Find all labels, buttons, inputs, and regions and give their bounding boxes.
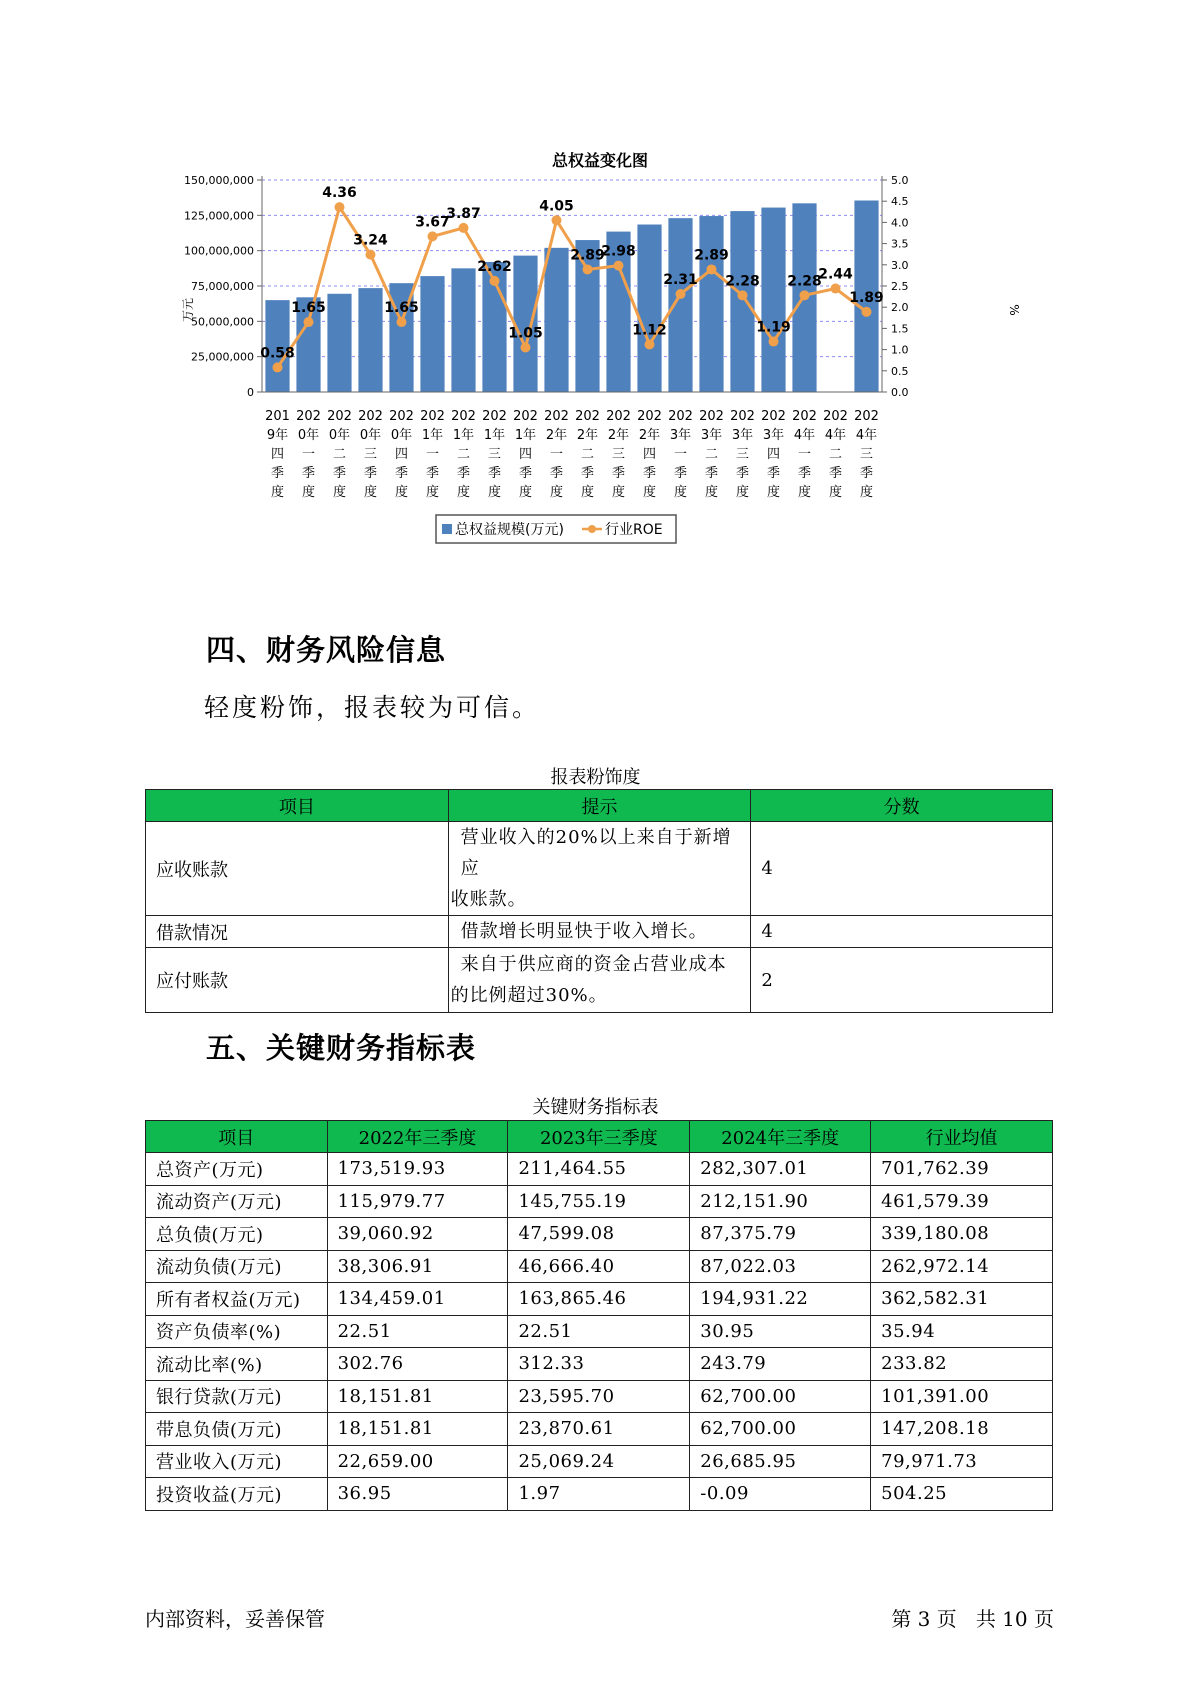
legend-line-marker [588, 525, 596, 533]
x-tick-label: 季 [363, 466, 378, 481]
x-tick-label: 三 [735, 447, 750, 462]
kpi-industry-avg: 101,391.00 [871, 1380, 1053, 1413]
y-left-tick-label: 100,000,000 [184, 244, 254, 258]
kpi-2023q3: 25,069.24 [508, 1445, 690, 1478]
x-tick-label: 3年 [731, 428, 754, 443]
kpi-table-header [146, 1121, 1053, 1153]
x-tick-label: 1年 [421, 428, 444, 443]
kpi-2023q3: 46,666.40 [508, 1250, 690, 1283]
y-left-tick-label: 75,000,000 [191, 280, 254, 293]
roe-data-label: 3.24 [353, 232, 388, 249]
hint-line: 的比例超过30%。 [450, 985, 608, 1006]
y-right-tick-label: 0.5 [891, 364, 909, 378]
x-tick-label: 202 [730, 409, 755, 424]
kpi-item: 总负债(万元) [146, 1218, 328, 1251]
hint-line: 来自于供应商的资金占营业成本 [460, 954, 727, 975]
table-row [146, 1348, 1053, 1381]
roe-point [459, 223, 469, 233]
roe-point [614, 261, 624, 271]
risk-table-caption: 报表粉饰度 [550, 767, 641, 788]
kpi-2024q3: 26,685.95 [690, 1445, 871, 1478]
table-row [146, 1185, 1053, 1218]
x-tick-label: 3年 [700, 428, 723, 443]
x-tick-label: 度 [859, 485, 874, 500]
kpi-2024q3: 243.79 [690, 1348, 871, 1381]
table-row [146, 1153, 1053, 1186]
roe-point [397, 317, 407, 327]
equity-bar [544, 248, 568, 392]
kpi-2023q3: 1.97 [508, 1478, 690, 1511]
header-hint: 提示 [448, 790, 751, 822]
x-tick-label: 四 [642, 447, 657, 462]
roe-data-label: 2.28 [725, 273, 760, 290]
x-tick-label: 度 [704, 485, 719, 500]
x-tick-label: 四 [394, 447, 409, 462]
x-tick-label: 季 [735, 466, 750, 481]
kpi-2024q3: 194,931.22 [690, 1283, 871, 1316]
y-right-tick-label: 0.0 [891, 386, 909, 399]
x-tick-label: 4年 [793, 428, 816, 443]
kpi-2024q3: 62,700.00 [690, 1413, 871, 1446]
hint-line: 借款增长明显快于收入增长。 [460, 921, 708, 942]
kpi-2023q3: 312.33 [508, 1348, 690, 1381]
kpi-item: 资产负债率(%) [146, 1315, 328, 1348]
x-tick-label: 202 [792, 409, 817, 424]
x-tick-label: 季 [797, 466, 812, 481]
kpi-2023q3: 211,464.55 [508, 1153, 690, 1186]
roe-data-label: 1.12 [632, 322, 667, 339]
kpi-item: 营业收入(万元) [146, 1445, 328, 1478]
x-tick-label: 度 [673, 485, 688, 500]
roe-data-label: 0.58 [260, 345, 295, 362]
kpi-2023q3: 163,865.46 [508, 1283, 690, 1316]
x-tick-label: 一 [301, 447, 316, 462]
header-2024q3: 2024年三季度 [690, 1121, 871, 1153]
y-right-tick-label: 1.0 [891, 343, 909, 357]
equity-bar [358, 288, 382, 392]
y-right-tick-label: 5.0 [891, 174, 909, 187]
x-tick-label: 202 [451, 409, 476, 424]
kpi-industry-avg: 339,180.08 [871, 1218, 1053, 1251]
roe-data-label: 2.44 [818, 266, 853, 283]
equity-bar [420, 276, 444, 392]
risk-hint [448, 822, 751, 916]
kpi-item: 投资收益(万元) [146, 1478, 328, 1511]
x-tick-label: 202 [513, 409, 538, 424]
roe-point [645, 340, 655, 350]
risk-table [145, 789, 1053, 1013]
risk-table-header [146, 790, 1053, 822]
x-tick-label: 三 [859, 447, 874, 462]
equity-bar [761, 208, 785, 392]
x-tick-label: 2年 [607, 428, 630, 443]
x-tick-label: 度 [270, 485, 285, 500]
x-tick-label: 度 [766, 485, 781, 500]
legend-line-label: 行业ROE [605, 522, 663, 538]
table-row [146, 1380, 1053, 1413]
kpi-2023q3: 47,599.08 [508, 1218, 690, 1251]
x-tick-label: 202 [854, 409, 879, 424]
equity-bar [327, 294, 351, 392]
x-tick-label: 一 [549, 447, 564, 462]
table-row [146, 948, 1053, 1013]
kpi-2022q3: 134,459.01 [327, 1283, 508, 1316]
x-tick-label: 2年 [638, 428, 661, 443]
x-tick-label: 度 [332, 485, 347, 500]
y-left-axis-label: 万元 [181, 297, 195, 323]
x-tick-label: 二 [580, 447, 595, 462]
x-tick-label: 202 [544, 409, 569, 424]
roe-point [521, 342, 531, 352]
x-tick-label: 度 [518, 485, 533, 500]
kpi-2024q3: 62,700.00 [690, 1380, 871, 1413]
x-tick-label: 1年 [452, 428, 475, 443]
x-tick-label: 度 [797, 485, 812, 500]
kpi-item: 总资产(万元) [146, 1153, 328, 1186]
x-tick-label: 季 [487, 466, 502, 481]
y-left-tick-label: 0 [247, 386, 254, 399]
x-tick-label: 四 [518, 447, 533, 462]
kpi-2022q3: 39,060.92 [327, 1218, 508, 1251]
header-item: 项目 [146, 790, 449, 822]
roe-point [273, 362, 283, 372]
table-row [146, 916, 1053, 948]
roe-data-label: 4.36 [322, 185, 357, 202]
roe-point [862, 307, 872, 317]
kpi-2024q3: 87,375.79 [690, 1218, 871, 1251]
risk-score: 4 [751, 822, 1053, 916]
equity-bar [730, 211, 754, 392]
roe-data-label: 3.67 [415, 214, 450, 231]
x-tick-label: 0年 [328, 428, 351, 443]
x-tick-label: 季 [642, 466, 657, 481]
kpi-2022q3: 22.51 [327, 1315, 508, 1348]
x-tick-label: 202 [420, 409, 445, 424]
x-tick-label: 3年 [762, 428, 785, 443]
y-right-tick-label: 2.5 [891, 280, 909, 293]
x-tick-label: 季 [394, 466, 409, 481]
x-tick-label: 度 [394, 485, 409, 500]
x-tick-label: 三 [487, 447, 502, 462]
kpi-2024q3: 87,022.03 [690, 1250, 871, 1283]
x-tick-label: 二 [704, 447, 719, 462]
x-tick-label: 季 [549, 466, 564, 481]
roe-point [769, 337, 779, 347]
y-right-tick-label: 4.0 [891, 216, 909, 230]
x-tick-label: 202 [668, 409, 693, 424]
equity-bar [451, 268, 475, 392]
x-tick-label: 4年 [824, 428, 847, 443]
y-right-tick-label: 4.5 [891, 195, 909, 209]
roe-data-label: 2.31 [663, 272, 698, 289]
header-industry-avg: 行业均值 [871, 1121, 1053, 1153]
x-tick-label: 202 [327, 409, 352, 424]
x-tick-label: 202 [823, 409, 848, 424]
legend-bar-label: 总权益规模(万元) [455, 522, 564, 538]
y-right-tick-label: 3.0 [891, 258, 909, 272]
x-tick-label: 季 [456, 466, 471, 481]
roe-point [366, 250, 376, 260]
kpi-2022q3: 302.76 [327, 1348, 508, 1381]
x-tick-label: 三 [363, 447, 378, 462]
table-row [146, 822, 1053, 916]
x-tick-label: 三 [611, 447, 626, 462]
kpi-2022q3: 115,979.77 [327, 1185, 508, 1218]
chart-title: 总权益变化图 [551, 151, 649, 170]
x-tick-label: 202 [606, 409, 631, 424]
x-tick-label: 季 [859, 466, 874, 481]
kpi-2023q3: 145,755.19 [508, 1185, 690, 1218]
kpi-2023q3: 23,595.70 [508, 1380, 690, 1413]
kpi-item: 流动比率(%) [146, 1348, 328, 1381]
x-tick-label: 度 [301, 485, 316, 500]
roe-data-label: 2.89 [570, 247, 605, 264]
x-tick-label: 季 [580, 466, 595, 481]
x-tick-label: 二 [456, 447, 471, 462]
x-tick-label: 度 [363, 485, 378, 500]
kpi-industry-avg: 79,971.73 [871, 1445, 1053, 1478]
kpi-2024q3: 282,307.01 [690, 1153, 871, 1186]
x-tick-label: 201 [265, 409, 290, 424]
kpi-2023q3: 22.51 [508, 1315, 690, 1348]
kpi-industry-avg: 262,972.14 [871, 1250, 1053, 1283]
x-tick-label: 0年 [390, 428, 413, 443]
x-tick-label: 4年 [855, 428, 878, 443]
header-2022q3: 2022年三季度 [327, 1121, 508, 1153]
kpi-2022q3: 173,519.93 [327, 1153, 508, 1186]
kpi-industry-avg: 504.25 [871, 1478, 1053, 1511]
kpi-item: 银行贷款(万元) [146, 1380, 328, 1413]
roe-point [583, 264, 593, 274]
legend-bar-swatch [442, 524, 452, 534]
risk-item: 应付账款 [146, 948, 449, 1013]
header-score: 分数 [751, 790, 1053, 822]
x-tick-label: 度 [828, 485, 843, 500]
roe-data-label: 2.28 [787, 273, 822, 290]
x-tick-label: 季 [425, 466, 440, 481]
x-tick-label: 四 [270, 447, 285, 462]
y-right-tick-label: 1.5 [891, 322, 909, 336]
x-tick-label: 度 [611, 485, 626, 500]
x-tick-label: 202 [637, 409, 662, 424]
x-tick-label: 度 [735, 485, 750, 500]
header-item: 项目 [146, 1121, 328, 1153]
y-left-tick-label: 50,000,000 [191, 315, 254, 329]
x-tick-label: 度 [642, 485, 657, 500]
hint-line: 收账款。 [450, 889, 527, 910]
x-tick-label: 度 [580, 485, 595, 500]
equity-bar [637, 225, 661, 392]
x-tick-label: 一 [425, 447, 440, 462]
y-right-axis-label: % [1007, 304, 1021, 316]
x-tick-label: 季 [766, 466, 781, 481]
equity-bar [699, 216, 723, 392]
table-row [146, 1315, 1053, 1348]
header-2023q3: 2023年三季度 [508, 1121, 690, 1153]
x-tick-label: 度 [487, 485, 502, 500]
roe-data-label: 1.05 [508, 325, 543, 342]
x-tick-label: 2年 [576, 428, 599, 443]
x-tick-label: 季 [704, 466, 719, 481]
section4-heading: 四、财务风险信息 [206, 633, 447, 667]
risk-score: 4 [751, 916, 1053, 948]
roe-point [831, 284, 841, 294]
x-tick-label: 2年 [545, 428, 568, 443]
section4-summary: 轻度粉饰，报表较为可信。 [204, 693, 541, 722]
table-row [146, 1413, 1053, 1446]
y-right-tick-label: 3.5 [891, 237, 909, 251]
kpi-2022q3: 22,659.00 [327, 1445, 508, 1478]
risk-item: 借款情况 [146, 916, 449, 948]
x-tick-label: 季 [673, 466, 688, 481]
roe-point [738, 290, 748, 300]
x-tick-label: 202 [389, 409, 414, 424]
roe-data-label: 2.62 [477, 258, 512, 275]
x-tick-label: 四 [766, 447, 781, 462]
x-tick-label: 度 [549, 485, 564, 500]
kpi-2024q3: 30.95 [690, 1315, 871, 1348]
x-tick-label: 202 [296, 409, 321, 424]
roe-point [428, 231, 438, 241]
x-tick-label: 1年 [483, 428, 506, 443]
kpi-industry-avg: 147,208.18 [871, 1413, 1053, 1446]
kpi-table-caption: 关键财务指标表 [532, 1097, 659, 1118]
x-tick-label: 季 [270, 466, 285, 481]
bar-series [265, 200, 878, 392]
roe-point [335, 202, 345, 212]
roe-data-label: 1.65 [291, 300, 326, 317]
data-labels [260, 185, 884, 361]
x-tick-label: 季 [301, 466, 316, 481]
x-tick-labels [265, 409, 879, 500]
kpi-2022q3: 38,306.91 [327, 1250, 508, 1283]
kpi-industry-avg: 35.94 [871, 1315, 1053, 1348]
y-left-tick-label: 150,000,000 [184, 174, 254, 187]
roe-point [304, 317, 314, 327]
y-right-tick-label: 2.0 [891, 301, 909, 315]
equity-bar [513, 256, 537, 392]
kpi-item: 带息负债(万元) [146, 1413, 328, 1446]
roe-data-label: 3.87 [446, 205, 481, 222]
x-tick-label: 202 [761, 409, 786, 424]
risk-item: 应收账款 [146, 822, 449, 916]
kpi-2024q3: 212,151.90 [690, 1185, 871, 1218]
roe-data-label: 1.89 [849, 289, 884, 306]
x-tick-label: 度 [425, 485, 440, 500]
roe-point [800, 290, 810, 300]
kpi-industry-avg: 233.82 [871, 1348, 1053, 1381]
risk-score: 2 [751, 948, 1053, 1013]
x-tick-label: 二 [828, 447, 843, 462]
x-tick-label: 1年 [514, 428, 537, 443]
x-tick-label: 202 [699, 409, 724, 424]
y-left-tick-label: 25,000,000 [191, 350, 254, 364]
risk-hint [448, 948, 751, 1013]
x-tick-label: 二 [332, 447, 347, 462]
kpi-industry-avg: 701,762.39 [871, 1153, 1053, 1186]
hint-line: 营业收入的20%以上来自于新增应 [460, 827, 732, 879]
x-tick-label: 一 [797, 447, 812, 462]
x-tick-label: 3年 [669, 428, 692, 443]
table-row [146, 1283, 1053, 1316]
section5-heading: 五、关键财务指标表 [206, 1031, 477, 1065]
roe-point [676, 289, 686, 299]
kpi-2022q3: 18,151.81 [327, 1380, 508, 1413]
chart-legend [436, 515, 676, 543]
kpi-item: 流动负债(万元) [146, 1250, 328, 1283]
risk-hint [448, 916, 751, 948]
x-tick-label: 季 [518, 466, 533, 481]
x-tick-label: 度 [456, 485, 471, 500]
table-row [146, 1478, 1053, 1511]
roe-data-label: 4.05 [539, 198, 574, 215]
table-row [146, 1445, 1053, 1478]
table-row [146, 1218, 1053, 1251]
roe-data-label: 2.98 [601, 243, 636, 260]
x-tick-label: 季 [828, 466, 843, 481]
y-left-tick-label: 125,000,000 [184, 209, 254, 223]
x-tick-label: 202 [482, 409, 507, 424]
x-tick-label: 0年 [359, 428, 382, 443]
roe-point [490, 276, 500, 286]
kpi-2022q3: 18,151.81 [327, 1413, 508, 1446]
kpi-2024q3: -0.09 [690, 1478, 871, 1511]
kpi-table [145, 1120, 1053, 1511]
roe-data-label: 2.89 [694, 247, 729, 264]
x-tick-label: 202 [575, 409, 600, 424]
roe-point [707, 264, 717, 274]
kpi-item: 流动资产(万元) [146, 1185, 328, 1218]
x-tick-label: 9年 [266, 428, 289, 443]
x-tick-label: 季 [332, 466, 347, 481]
roe-data-label: 1.19 [756, 319, 791, 336]
table-row [146, 1250, 1053, 1283]
footer-page-number: 第 3 页 共 10 页 [891, 1607, 1054, 1631]
footer-confidential: 内部资料，妥善保管 [145, 1607, 325, 1631]
kpi-2022q3: 36.95 [327, 1478, 508, 1511]
x-tick-label: 0年 [297, 428, 320, 443]
x-tick-label: 一 [673, 447, 688, 462]
roe-point [552, 215, 562, 225]
x-tick-label: 202 [358, 409, 383, 424]
x-tick-label: 季 [611, 466, 626, 481]
kpi-item: 所有者权益(万元) [146, 1283, 328, 1316]
roe-data-label: 1.65 [384, 300, 419, 317]
kpi-2023q3: 23,870.61 [508, 1413, 690, 1446]
kpi-industry-avg: 461,579.39 [871, 1185, 1053, 1218]
kpi-industry-avg: 362,582.31 [871, 1283, 1053, 1316]
equity-chart [170, 140, 1021, 585]
